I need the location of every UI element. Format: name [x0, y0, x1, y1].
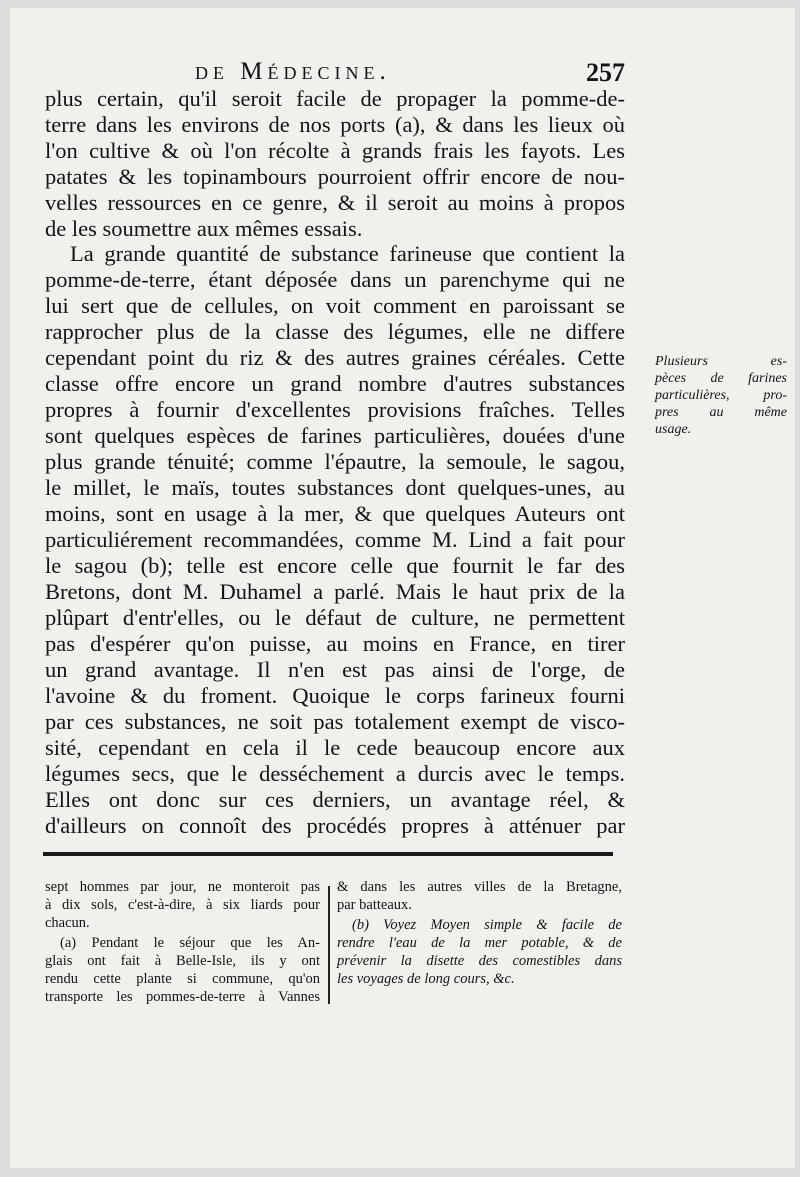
margin-note-line: pèces de farines: [655, 371, 787, 386]
footnote-column-divider: [328, 886, 330, 1004]
footnote-line: sept hommes par jour, ne monteroit pas: [45, 879, 320, 895]
body-line: de les soumettre aux mêmes essais.: [45, 216, 363, 241]
body-line: classe offre encore un grand nombre d'autres substances: [45, 371, 625, 396]
footnote-line: rendu cette plante si commune, qu'on: [45, 971, 320, 987]
footnote-line: à dix sols, c'est-à-dire, à six liards pour: [45, 897, 320, 913]
footnote-line: & dans les autres villes de la Bretagne,: [337, 879, 622, 895]
footnote-line: (b) Voyez Moyen simple & facile de: [352, 917, 622, 933]
body-line: par ces substances, ne soit pas totalement exempt de visco-: [45, 709, 625, 734]
body-line: sité, cependant en cela il le cede beaucoup encore aux: [45, 735, 625, 760]
body-line: terre dans les environs de nos ports (a), & dans les lieux où: [45, 112, 625, 137]
margin-note-line: particulières, pro-: [655, 388, 787, 403]
body-line: plus grande ténuité; comme l'épautre, la semoule, le sagou,: [45, 449, 625, 474]
body-line: moins, sont en usage à la mer, & que quelques Auteurs ont: [45, 501, 625, 526]
body-line: pomme-de-terre, étant déposée dans un parenchyme qui ne: [45, 267, 625, 292]
body-line: Bretons, dont M. Duhamel a parlé. Mais le haut prix de la: [45, 579, 625, 604]
body-line: patates & les topinambours pourroient offrir encore de nou-: [45, 164, 625, 189]
body-line: le millet, le maïs, toutes substances dont quelques-unes, au: [45, 475, 625, 500]
body-line: plûpart d'entr'elles, ou le défaut de culture, ne permettent: [45, 605, 625, 630]
body-line: propres à fournir d'excellentes provisions fraîches. Telles: [45, 397, 625, 422]
body-line: un grand avantage. Il n'en est pas ainsi de l'orge, de: [45, 657, 625, 682]
body-line: lui sert que de cellules, on voit comment en paroissant se: [45, 293, 625, 318]
footnote-line: (a) Pendant le séjour que les An-: [60, 935, 320, 951]
body-line: sont quelques espèces de farines particulières, douées d'une: [45, 423, 625, 448]
running-title: de Médecine.: [195, 58, 391, 85]
footnote-line: transporte les pommes-de-terre à Vannes: [45, 989, 320, 1005]
body-line: Elles ont donc sur ces derniers, un avantage réel, &: [45, 787, 625, 812]
body-line: l'on cultive & où l'on récolte à grands frais les fayots. Les: [45, 138, 625, 163]
body-line: légumes secs, que le desséchement a durcis avec le temps.: [45, 761, 625, 786]
page-number: 257: [586, 58, 625, 87]
margin-note-line: pres au même: [655, 405, 787, 420]
margin-note-line: usage.: [655, 422, 692, 437]
body-line: La grande quantité de substance farineuse que contient la: [70, 241, 625, 266]
footnote-line: par batteaux.: [337, 897, 412, 913]
footnote-line: les voyages de long cours, &c.: [337, 971, 515, 987]
margin-note-line: Plusieurs es-: [655, 354, 787, 369]
body-line: cependant point du riz & des autres graines céréales. Cette: [45, 345, 625, 370]
footnote-rule: [43, 852, 613, 856]
body-line: particuliérement recommandées, comme M. Lind a fait pour: [45, 527, 625, 552]
body-line: l'avoine & du froment. Quoique le corps farineux fourni: [45, 683, 625, 708]
body-line: velles ressources en ce genre, & il seroit au moins à propos: [45, 190, 625, 215]
body-line: plus certain, qu'il seroit facile de propager la pomme-de-: [45, 86, 625, 111]
footnote-line: prévenir la disette des comestibles dans: [337, 953, 622, 969]
body-line: d'ailleurs on connoît des procédés propres à atténuer par: [45, 813, 625, 838]
book-page: [10, 8, 795, 1168]
body-line: pas d'espérer qu'on puisse, au moins en France, en tirer: [45, 631, 625, 656]
footnote-line: glais ont fait à Belle-Isle, ils y ont: [45, 953, 320, 969]
body-line: le sagou (b); telle est encore celle que fournit le far des: [45, 553, 625, 578]
footnote-line: chacun.: [45, 915, 90, 931]
footnote-line: rendre l'eau de la mer potable, & de: [337, 935, 622, 951]
body-line: rapprocher plus de la classe des légumes, elle ne differe: [45, 319, 625, 344]
